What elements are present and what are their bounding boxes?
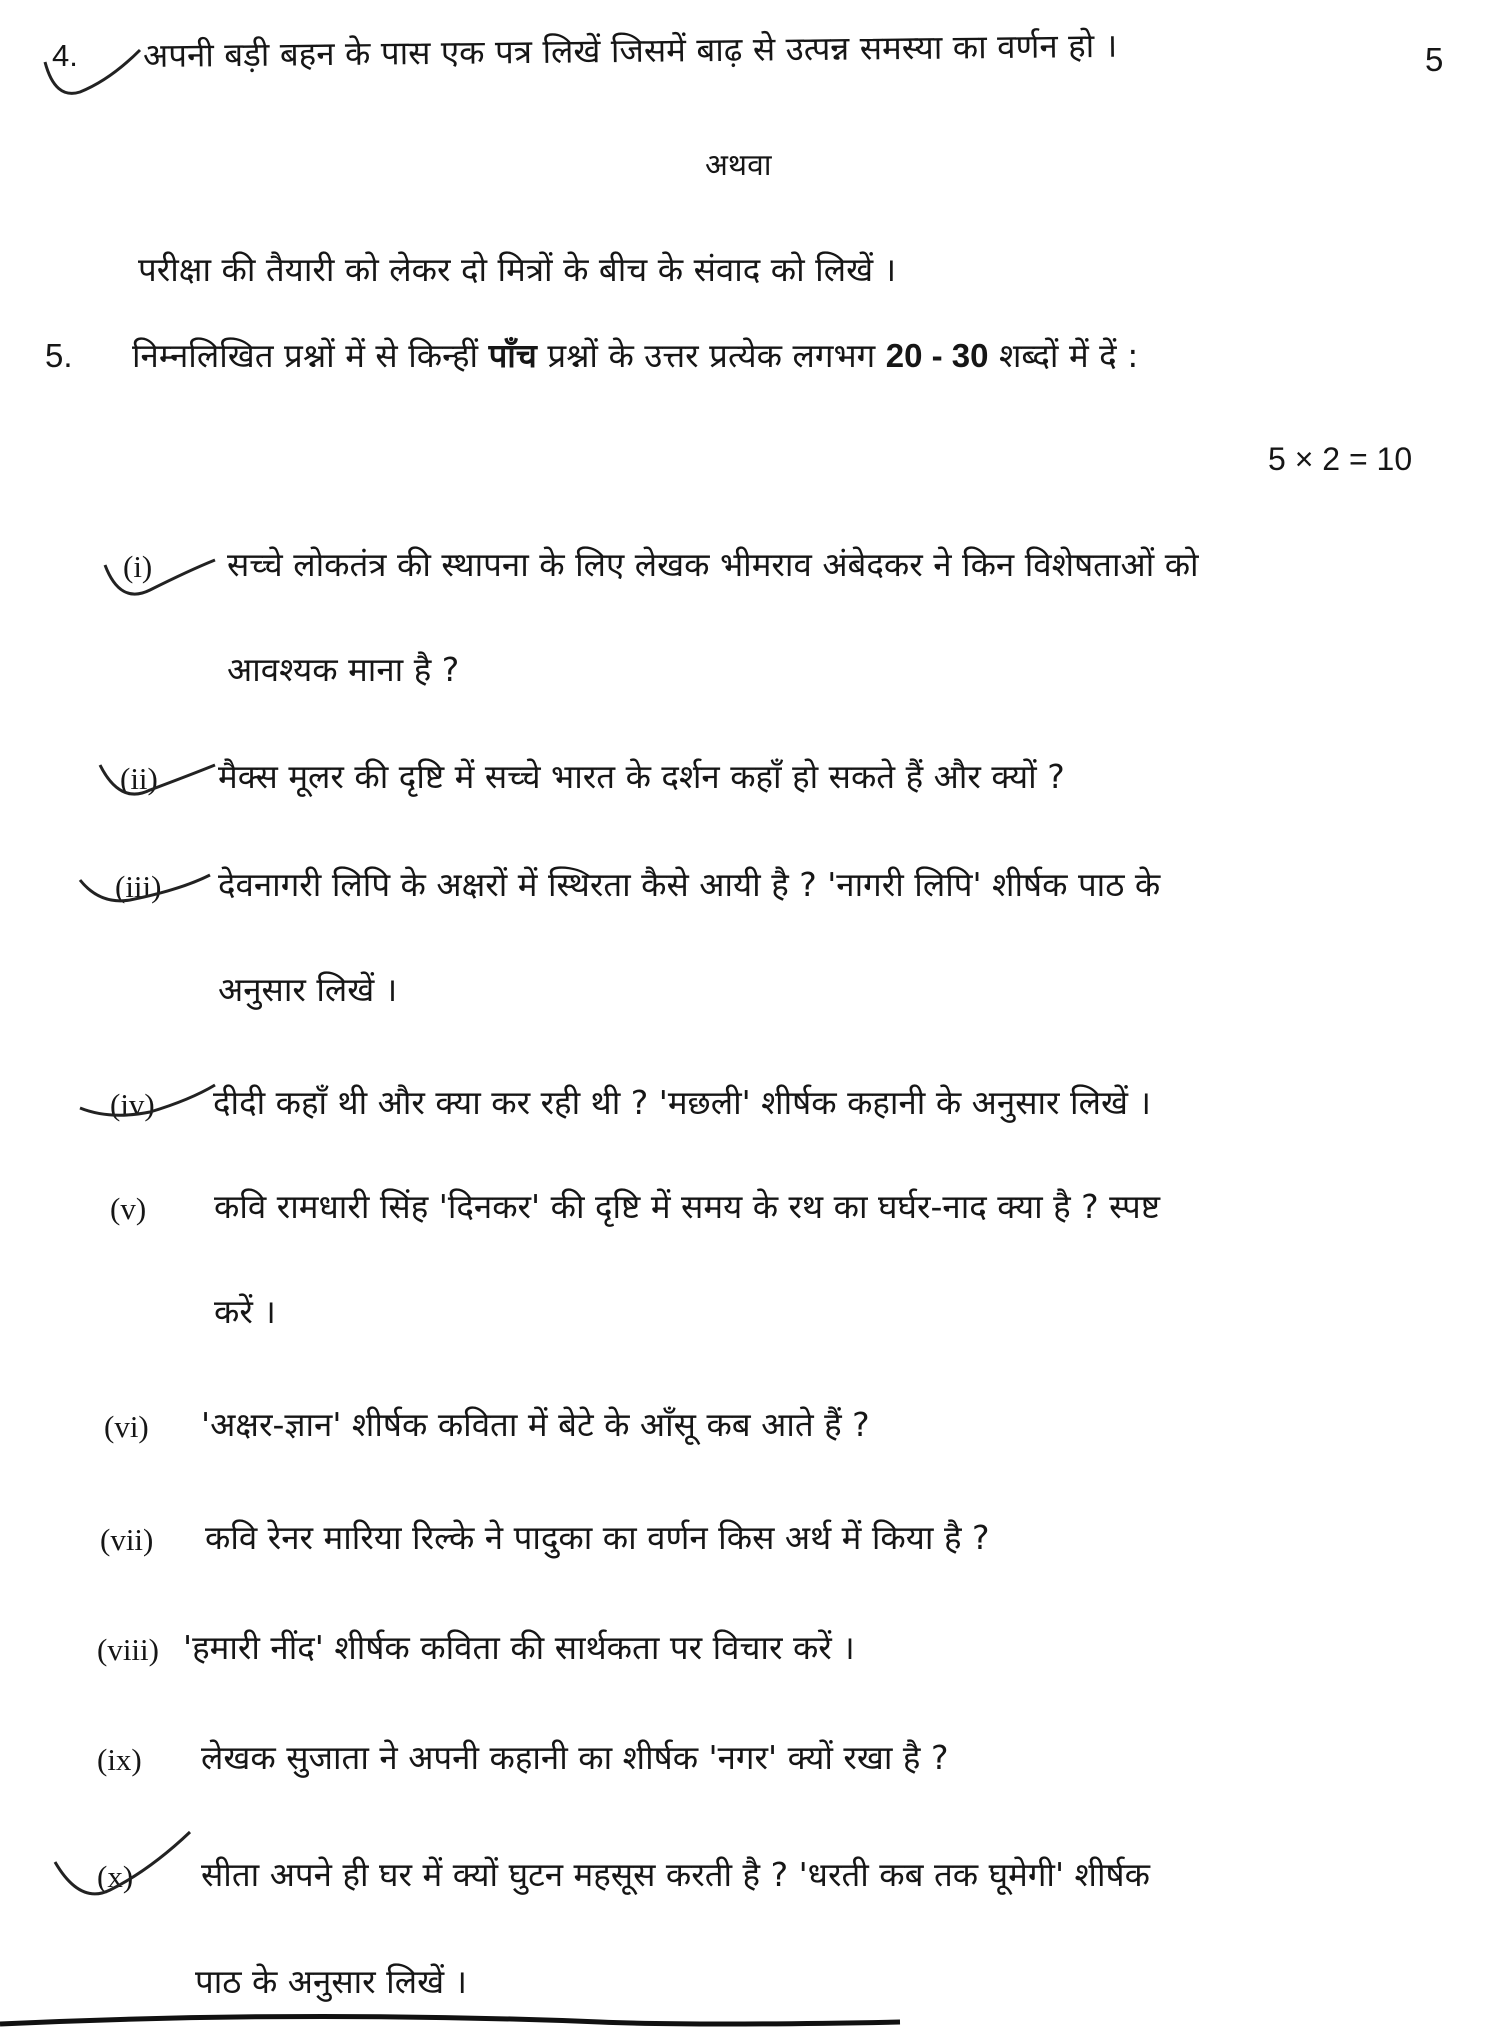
instruction-part: प्रश्नों के उत्तर प्रत्येक लगभग [547,336,876,375]
item-text: दीदी कहाँ थी और क्या कर रही थी ? 'मछली' शीर्षक कहानी के अनुसार लिखें । [213,1083,1151,1122]
item-label: (iii) [115,869,162,904]
item-label: (x) [97,1859,134,1894]
item-text: कवि रामधारी सिंह 'दिनकर' की दृष्टि में समय के रथ का घर्घर-नाद क्या है ? स्पष्ट [214,1187,1160,1226]
item-label: (i) [123,549,153,584]
item-label: (viii) [97,1632,159,1667]
word-range: 20 - 30 [885,337,989,374]
question-4-number: 4. [52,38,78,73]
or-separator: अथवा [705,148,772,183]
item-text: मैक्स मूलर की दृष्टि में सच्चे भारत के दर्शन कहाँ हो सकते हैं और क्यों ? [218,757,1065,796]
item-text: सीता अपने ही घर में क्यों घुटन महसूस करती है ? 'धरती कब तक घूमेगी' शीर्षक [201,1855,1150,1894]
item-text-continuation: आवश्यक माना है ? [227,650,460,689]
item-text: लेखक सुजाता ने अपनी कहानी का शीर्षक 'नगर' क्यों रखा है ? [201,1738,949,1777]
item-text: सच्चे लोकतंत्र की स्थापना के लिए लेखक भीमराव अंबेदकर ने किन विशेषताओं को [227,545,1199,584]
item-text: 'अक्षर-ज्ञान' शीर्षक कविता में बेटे के आँसू कब आते हैं ? [201,1405,870,1444]
question-4-marks: 5 [1425,41,1444,78]
item-text: कवि रेनर मारिया रिल्के ने पादुका का वर्णन किस अर्थ में किया है ? [205,1518,990,1557]
item-label: (vii) [100,1522,154,1557]
item-label: (iv) [110,1087,155,1122]
item-text-continuation: करें । [214,1292,276,1331]
item-label: (vi) [104,1409,149,1444]
instruction-bold: पाँच [488,336,537,375]
item-text-continuation: अनुसार लिखें । [218,970,398,1009]
item-text: 'हमारी नींद' शीर्षक कविता की सार्थकता पर विचार करें । [183,1628,855,1667]
instruction-part: निम्नलिखित प्रश्नों में से किन्हीं [132,336,479,375]
item-label: (ix) [97,1742,142,1777]
question-4-text: अपनी बड़ी बहन के पास एक पत्र लिखें जिसमें बाढ़ से उत्पन्न समस्या का वर्णन हो । [142,25,1118,75]
question-4-alternative: परीक्षा की तैयारी को लेकर दो मित्रों के बीच के संवाद को लिखें । [138,250,897,289]
question-5-marks: 5 × 2 = 10 [1268,441,1413,477]
question-5-number: 5. [45,337,73,374]
item-text: देवनागरी लिपि के अक्षरों में स्थिरता कैसे आयी है ? 'नागरी लिपि' शीर्षक पाठ के [218,865,1161,904]
instruction-part: शब्दों में दें : [998,336,1139,375]
item-text-continuation: पाठ के अनुसार लिखें । [195,1962,468,2001]
item-label: (ii) [120,761,158,796]
item-label: (v) [110,1191,147,1226]
